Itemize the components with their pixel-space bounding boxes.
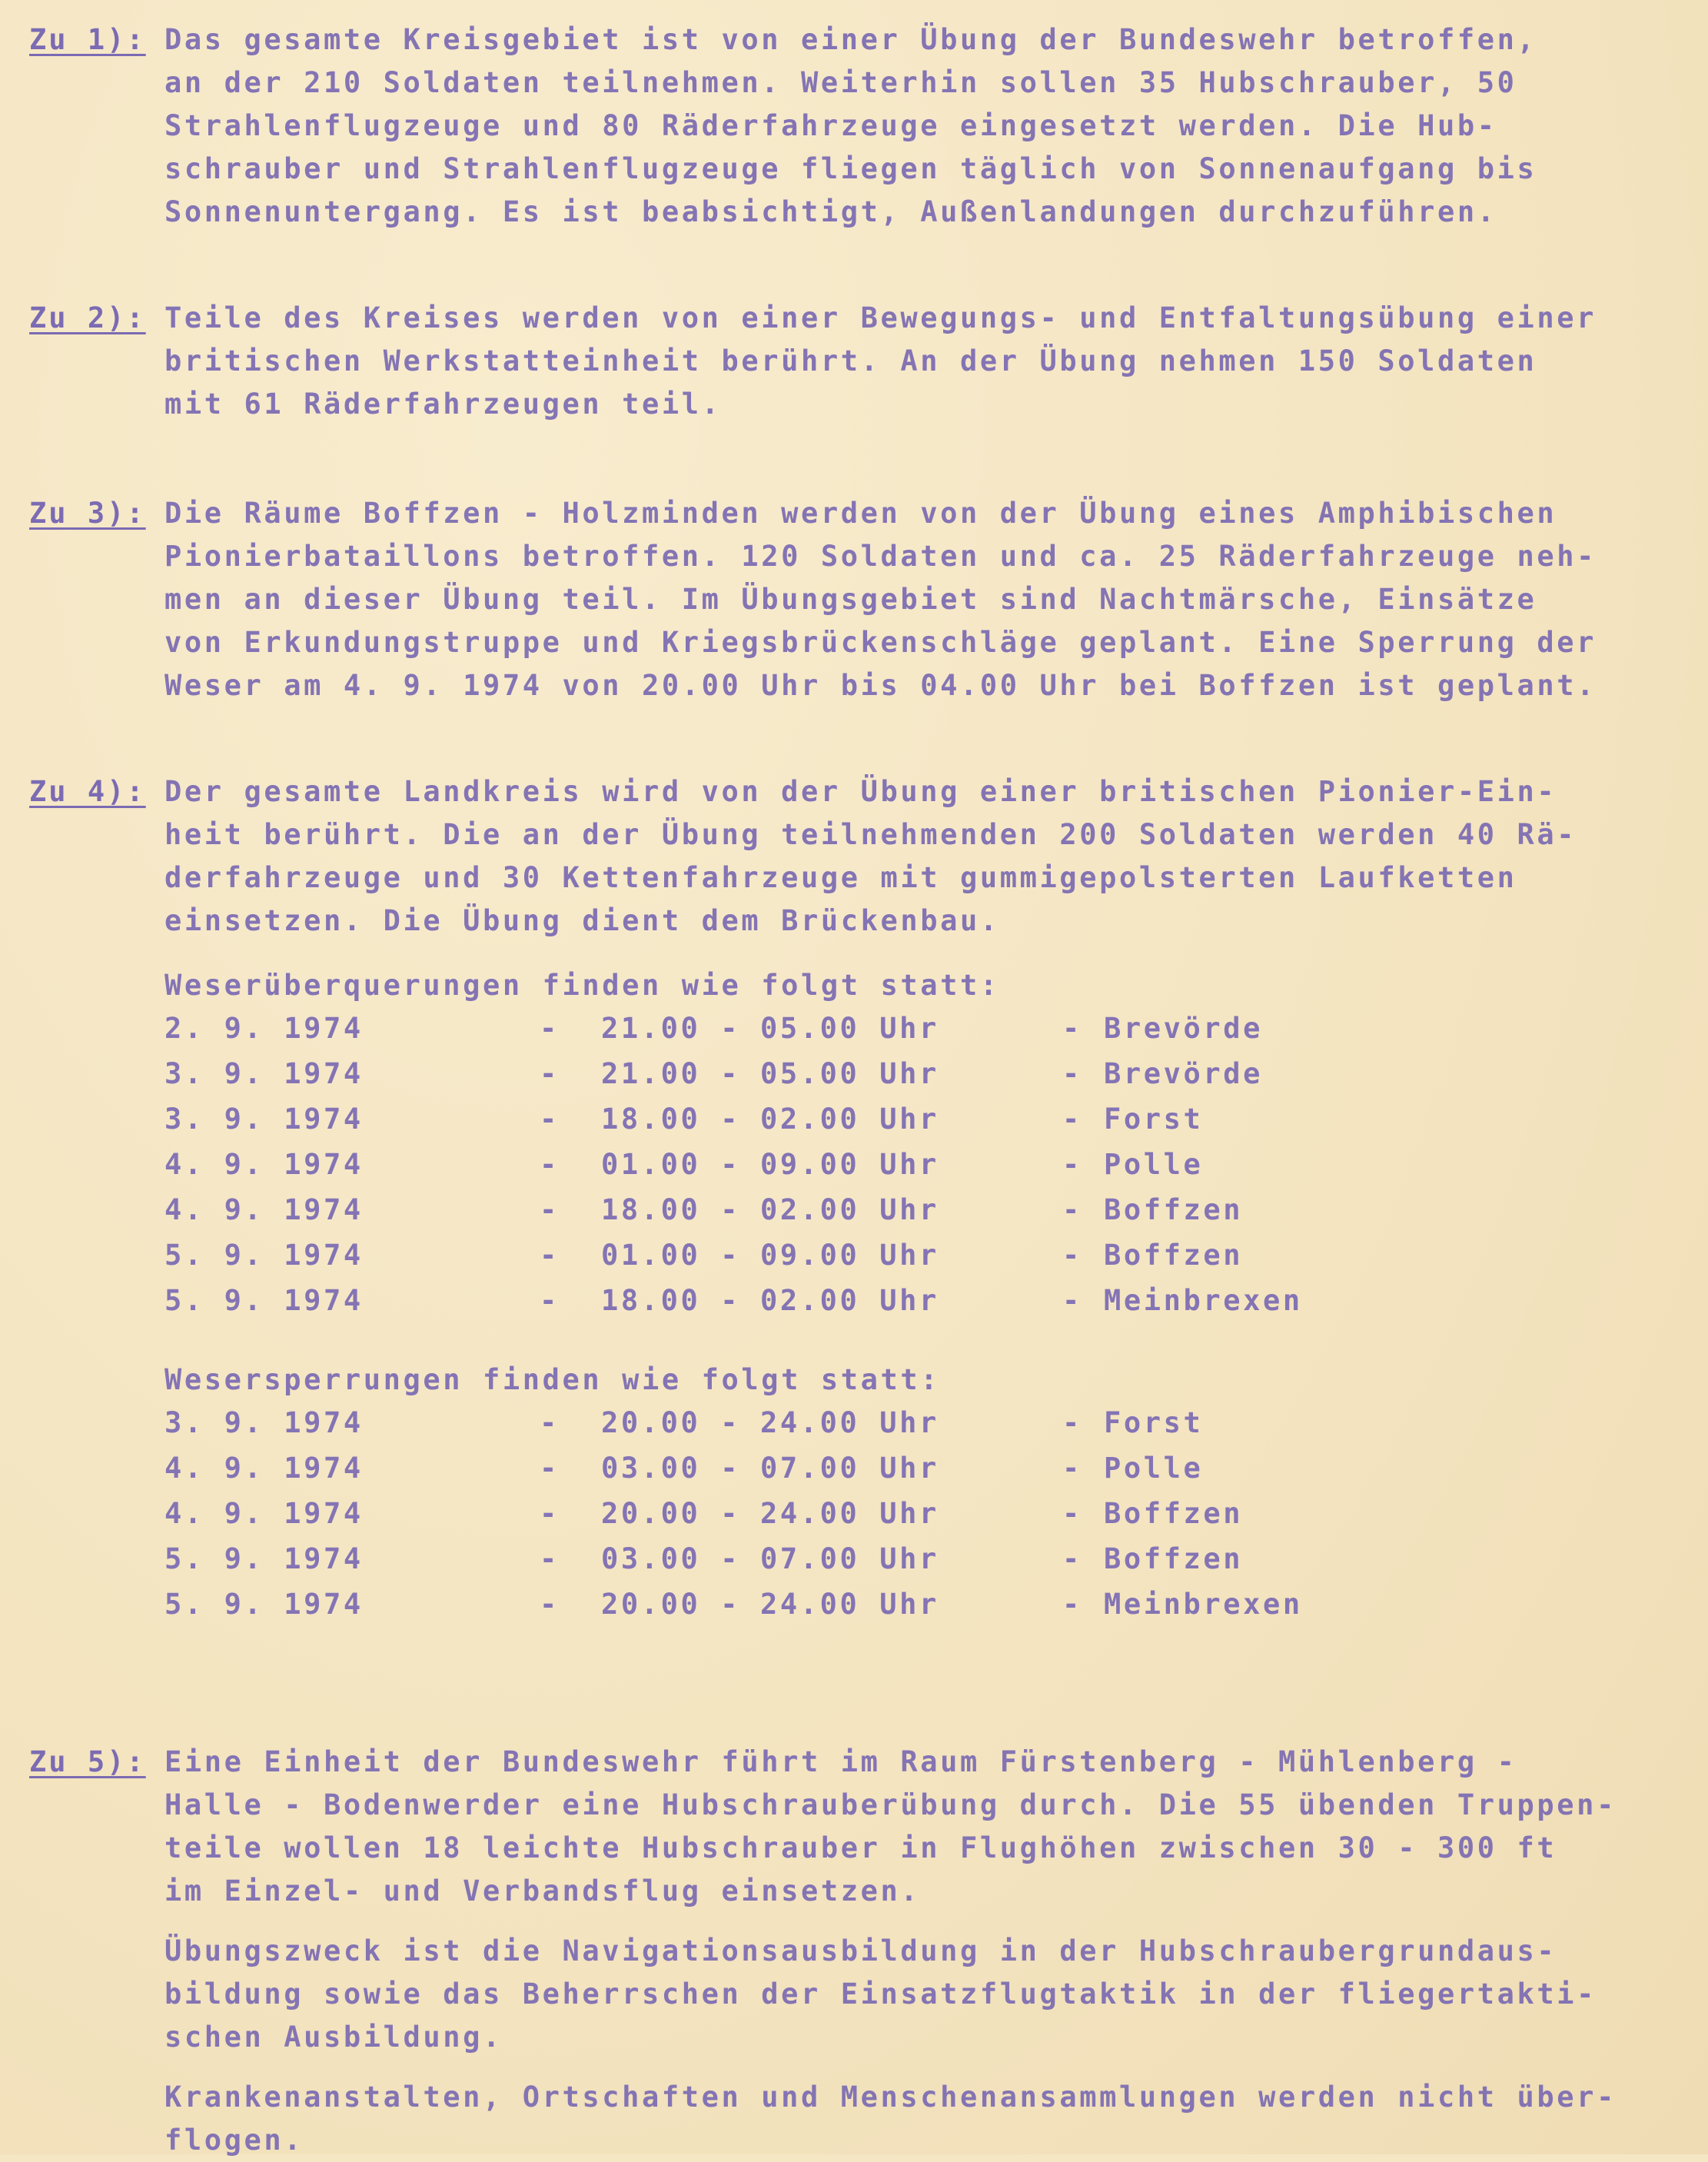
section-3 (29, 492, 1682, 707)
row-place: Boffzen (1104, 1542, 1244, 1575)
table-row (164, 1239, 1682, 1284)
row-time: 21.00 - 05.00 Uhr (601, 1057, 939, 1090)
table-row (164, 1284, 1682, 1329)
closures-table (164, 1406, 1682, 1633)
row-place: Brevörde (1104, 1012, 1264, 1045)
table-row (164, 1497, 1682, 1542)
table-row (164, 1012, 1682, 1057)
row-place: Forst (1104, 1103, 1204, 1136)
row-time: 03.00 - 07.00 Uhr (601, 1452, 939, 1485)
row-dash: - (1062, 1284, 1082, 1317)
row-time: 03.00 - 07.00 Uhr (601, 1542, 939, 1575)
section-text: Eine Einheit der Bundeswehr führt im Raum Fürstenberg - Mühlenberg - Halle - Bodenwerder eine Hubschrauberübung durch. Die 55 übenden Truppen- teile wollen 18 leichte Hubschrauber in Flughöhen zwischen 30 - 300 ft im Einzel- und Verbandsflug einsetzen. (164, 1745, 1617, 1908)
closures-heading: Wesersperrungen finden wie folgt statt: (164, 1363, 941, 1396)
row-place: Boffzen (1104, 1497, 1244, 1530)
section-text-3: Krankenanstalten, Ortschaften und Menschenansammlungen werden nicht über- flogen. (164, 2081, 1617, 2157)
row-time: 20.00 - 24.00 Uhr (601, 1497, 939, 1530)
row-date: 3. 9. 1974 (164, 1103, 364, 1136)
row-date: 5. 9. 1974 (164, 1542, 364, 1575)
row-dash: - (1062, 1057, 1082, 1090)
table-row (164, 1406, 1682, 1452)
row-time: 18.00 - 02.00 Uhr (601, 1193, 939, 1226)
row-place: Polle (1104, 1148, 1204, 1181)
row-date: 4. 9. 1974 (164, 1148, 364, 1181)
row-date: 3. 9. 1974 (164, 1057, 364, 1090)
row-dash: - (540, 1193, 560, 1226)
section-1 (29, 18, 1682, 234)
section-label: Zu 1): (29, 23, 146, 56)
row-dash: - (1062, 1148, 1082, 1181)
row-time: 18.00 - 02.00 Uhr (601, 1103, 939, 1136)
row-place: Boffzen (1104, 1193, 1244, 1226)
section-text: Die Räume Boffzen - Holzminden werden von der Übung eines Amphibischen Pionierbataillons betroffen. 120 Soldaten und ca. 25 Räderfahrzeuge neh- men an dieser Übung teil. Im Übungsgebiet sind Nachtmärsche, Einsätze von Erkundungstruppe und Kriegsbrückenschläge geplant. Eine Sperrung der Weser am 4. 9. 1974 von 20.00 Uhr bis 04.00 Uhr bei Boffzen ist geplant. (164, 497, 1597, 702)
row-dash: - (1062, 1588, 1082, 1621)
row-dash: - (540, 1497, 560, 1530)
row-place: Meinbrexen (1104, 1284, 1303, 1317)
table-row (164, 1452, 1682, 1497)
section-2 (29, 297, 1682, 426)
row-dash: - (540, 1012, 560, 1045)
section-text: Das gesamte Kreisgebiet ist von einer Übung der Bundeswehr betroffen, an der 210 Soldaten teilnehmen. Weiterhin sollen 35 Hubschrauber, 50 Strahlenflugzeuge und 80 Räderfahrzeuge eingesetzt werden. Die Hub- schrauber und Strahlenflugzeuge fliegen täglich von Sonnenaufgang bis Sonnenuntergang. Es ist beabsichtigt, Außenlandungen durchzuführen. (164, 23, 1537, 228)
row-dash: - (1062, 1012, 1082, 1045)
row-date: 4. 9. 1974 (164, 1452, 364, 1485)
row-date: 5. 9. 1974 (164, 1284, 364, 1317)
section-text-2: Übungszweck ist die Navigationsausbildung in der Hubschraubergrundaus- bildung sowie das Beherrschen der Einsatzflugtaktik in der fliegertakti- schen Ausbildung. (164, 1934, 1597, 2054)
section-label: Zu 5): (29, 1745, 146, 1778)
row-place: Boffzen (1104, 1239, 1244, 1272)
section-text: Teile des Kreises werden von einer Bewegungs- und Entfaltungsübung einer britischen Werkstatteinheit berührt. An der Übung nehmen 150 Soldaten mit 61 Räderfahrzeugen teil. (164, 301, 1597, 421)
row-dash: - (540, 1148, 560, 1181)
row-date: 3. 9. 1974 (164, 1406, 364, 1439)
row-dash: - (540, 1542, 560, 1575)
row-dash: - (540, 1588, 560, 1621)
row-dash: - (1062, 1497, 1082, 1530)
row-dash: - (1062, 1542, 1082, 1575)
row-time: 01.00 - 09.00 Uhr (601, 1148, 939, 1181)
section-label: Zu 4): (29, 775, 146, 808)
row-place: Meinbrexen (1104, 1588, 1303, 1621)
row-dash: - (1062, 1452, 1082, 1485)
row-time: 21.00 - 05.00 Uhr (601, 1012, 939, 1045)
row-time: 20.00 - 24.00 Uhr (601, 1406, 939, 1439)
row-dash: - (540, 1239, 560, 1272)
row-place: Polle (1104, 1452, 1204, 1485)
section-text: Der gesamte Landkreis wird von der Übung einer britischen Pionier-Ein- heit berührt. Die an der Übung teilnehmenden 200 Soldaten werden 40 Rä- derfahrzeuge und 30 Kettenfahrzeuge mit gummigepolsterten Laufketten einsetzen. Die Übung dient dem Brückenbau. (164, 775, 1577, 937)
section-label: Zu 2): (29, 301, 146, 334)
row-dash: - (540, 1103, 560, 1136)
row-place: Brevörde (1104, 1057, 1264, 1090)
row-dash: - (1062, 1103, 1082, 1136)
section-label: Zu 3): (29, 497, 146, 530)
table-row (164, 1057, 1682, 1103)
row-dash: - (540, 1057, 560, 1090)
row-dash: - (540, 1452, 560, 1485)
row-date: 2. 9. 1974 (164, 1012, 364, 1045)
row-dash: - (1062, 1406, 1082, 1439)
section-4 (29, 770, 1682, 1633)
table-row (164, 1148, 1682, 1193)
row-date: 4. 9. 1974 (164, 1193, 364, 1226)
row-date: 4. 9. 1974 (164, 1497, 364, 1530)
table-row (164, 1193, 1682, 1239)
row-time: 18.00 - 02.00 Uhr (601, 1284, 939, 1317)
row-dash: - (540, 1406, 560, 1439)
row-time: 20.00 - 24.00 Uhr (601, 1588, 939, 1621)
crossings-heading: Weserüberquerungen finden wie folgt statt: (164, 969, 1000, 1002)
row-dash: - (1062, 1239, 1082, 1272)
row-date: 5. 9. 1974 (164, 1588, 364, 1621)
row-place: Forst (1104, 1406, 1204, 1439)
section-5 (29, 1741, 1682, 2162)
table-row (164, 1588, 1682, 1633)
table-row (164, 1542, 1682, 1588)
row-dash: - (540, 1284, 560, 1317)
crossings-table (164, 1012, 1682, 1329)
table-row (164, 1103, 1682, 1148)
row-date: 5. 9. 1974 (164, 1239, 364, 1272)
row-dash: - (1062, 1193, 1082, 1226)
row-time: 01.00 - 09.00 Uhr (601, 1239, 939, 1272)
